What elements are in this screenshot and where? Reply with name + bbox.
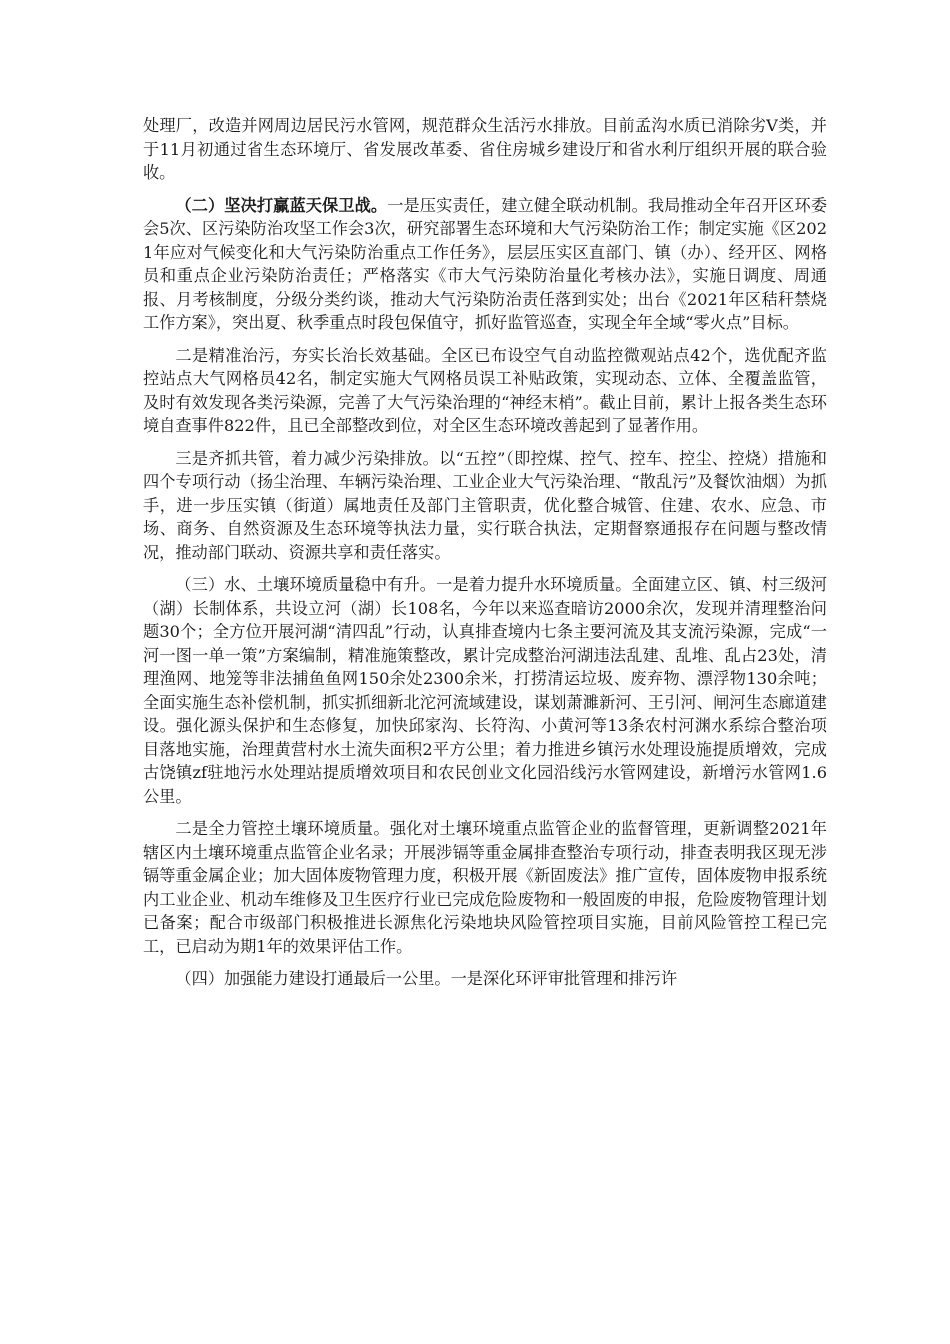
paragraph-4-text: 三是齐抓共管，着力减少污染排放。以“五控”（即控煤、控气、控车、控尘、控烧）措施和四个专项行动（扬尘治理、车辆污染治理、工业企业大气污染治理、“散乱污”及餐饮油烟）为抓手，进一步压实镇（街道）属地责任及部门主管职责，优化整合城管、住建、农水、应急、市场、商务、自然资源及生态环境等执法力量，实行联合执法，定期督察通报存在问题与整改情况，推动部门联动、资源共享和责任落实。: [143, 448, 827, 562]
paragraph-4: [143, 447, 827, 565]
document-body: [143, 114, 827, 991]
paragraph-6-text: 二是全力管控土壤环境质量。强化对土壤环境重点监管企业的监督管理，更新调整2021年辖区内土壤环境重点监管企业名录；开展涉镉等重金属排查整治专项行动，排查表明我区现无涉镉等重金属企业；加大固体废物管理力度，积极开展《新固废法》推广宣传，固体废物申报系统内工业企业、机动车维修及卫生医疗行业已完成危险废物和一般固废的申报，危险废物管理计划已备案；配合市级部门积极推进长源焦化污染地块风险管控项目实施，目前风险管控工程已完工，已启动为期1年的效果评估工作。: [143, 819, 827, 956]
section-heading-2: （二）坚决打赢蓝天保卫战。: [175, 195, 388, 215]
paragraph-3: [143, 344, 827, 438]
paragraph-1-text: 处理厂，改造并网周边居民污水管网，规范群众生活污水排放。目前孟沟水质已消除劣Ⅴ类，并于11月初通过省生态环境厅、省发展改革委、省住房城乡建设厅和省水利厅组织开展的联合验收。: [143, 116, 827, 182]
paragraph-6: [143, 817, 827, 958]
paragraph-7: [143, 967, 827, 991]
paragraph-2-text: 一是压实责任，建立健全联动机制。我局推动全年召开区环委会5次、区污染防治攻坚工作会3次，研究部署生态环境和大气污染防治工作；制定实施《区2021年应对气候变化和大气污染防治重点工作任务》，层层压实区直部门、镇（办）、经开区、网格员和重点企业污染防治责任；严格落实《市大气污染防治量化考核办法》，实施日调度、周通报、月考核制度，分级分类约谈，推动大气污染防治责任落到实处；出台《2021年区秸秆禁烧工作方案》，突出夏、秋季重点时段包保值守，抓好监管巡查，实现全年全域“零火点”目标。: [143, 195, 828, 332]
paragraph-3-text: 二是精准治污，夯实长治长效基础。全区已布设空气自动监控微观站点42个，选优配齐监控站点大气网格员42名，制定实施大气网格员误工补贴政策，实现动态、立体、全覆盖监管，及时有效发现各类污染源，完善了大气污染治理的“神经末梢”。截止目前，累计上报各类生态环境自查事件822件，且已全部整改到位，对全区生态环境改善起到了显著作用。: [143, 345, 827, 435]
paragraph-7-text: （四）加强能力建设打通最后一公里。一是深化环评审批管理和排污许: [175, 969, 678, 988]
paragraph-5: [143, 573, 827, 808]
paragraph-2: [143, 194, 827, 335]
paragraph-5-text: （三）水、土壤环境质量稳中有升。一是着力提升水环境质量。全面建立区、镇、村三级河（湖）长制体系，共设立河（湖）长108名，今年以来巡查暗访2000余次，发现并清理整治问题30个；全方位开展河湖“清四乱”行动，认真排查境内七条主要河流及其支流污染源，完成“一河一图一单一策”方案编制，精准施策整改，累计完成整治河湖违法乱建、乱堆、乱占23处，清理渔网、地笼等非法捕鱼鱼网150余处2300余米，打捞清运垃圾、废弃物、漂浮物130余吨；全面实施生态补偿机制，抓实抓细新北沱河流域建设，谋划萧濉新河、王引河、闸河生态廊道建设。强化源头保护和生态修复，加快邱家沟、长符沟、小黄河等13条农村河渊水系综合整治项目落地实施，治理黄营村水土流失面积2平方公里；着力推进乡镇污水处理设施提质增效，完成古饶镇zf驻地污水处理站提质增效项目和农民创业文化园沿线污水管网建设，新增污水管网1.6公里。: [143, 575, 827, 806]
paragraph-1: [143, 114, 827, 185]
